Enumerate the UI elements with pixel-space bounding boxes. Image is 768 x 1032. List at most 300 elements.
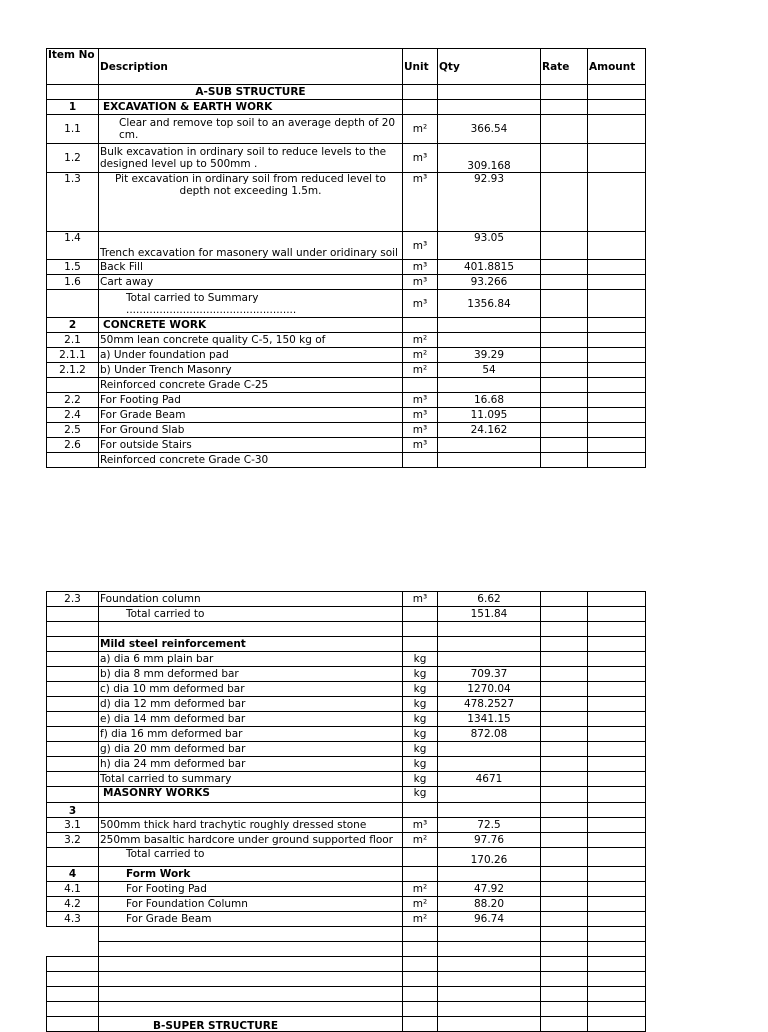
header-description: Description [99, 49, 403, 85]
description-cell: EXCAVATION & EARTH WORK [99, 100, 403, 115]
amount-cell [588, 348, 646, 363]
unit-cell: kg [403, 742, 438, 757]
unit-cell: m³ [403, 290, 438, 318]
item-no-cell [47, 378, 99, 393]
amount-cell [588, 622, 646, 637]
amount-cell [588, 378, 646, 393]
rate-cell [541, 897, 588, 912]
qty-cell [438, 742, 541, 757]
rate-cell [541, 393, 588, 408]
table-row [47, 290, 646, 318]
unit-cell: kg [403, 682, 438, 697]
description-cell: Trench excavation for masonery wall under oridinary soil [99, 232, 403, 260]
rate-cell [541, 144, 588, 173]
description-cell: a) dia 6 mm plain bar [99, 652, 403, 667]
description-cell: Clear and remove top soil to an average depth of 20 cm. [99, 115, 403, 144]
table-row [47, 592, 646, 607]
qty-cell [438, 787, 541, 803]
table-row [47, 438, 646, 453]
item-no-cell: 1.2 [47, 144, 99, 173]
item-no-cell [47, 697, 99, 712]
unit-cell: kg [403, 757, 438, 772]
table-row [47, 682, 646, 697]
amount-cell [588, 772, 646, 787]
rate-cell [541, 318, 588, 333]
qty-cell [438, 757, 541, 772]
description-cell: d) dia 12 mm deformed bar [99, 697, 403, 712]
table-row [47, 275, 646, 290]
unit-cell: m² [403, 348, 438, 363]
description-cell: e) dia 14 mm deformed bar [99, 712, 403, 727]
qty-cell: 170.26 [438, 848, 541, 867]
rate-cell [541, 453, 588, 468]
unit-cell: kg [403, 727, 438, 742]
item-no-cell: 2.5 [47, 423, 99, 438]
description-cell [99, 803, 403, 818]
qty-cell: 92.93 [438, 173, 541, 232]
item-no-cell: 1.5 [47, 260, 99, 275]
rate-cell [541, 712, 588, 727]
item-no-cell [47, 727, 99, 742]
qty-cell [438, 622, 541, 637]
unit-cell [403, 637, 438, 652]
rate-cell [541, 348, 588, 363]
rate-cell [541, 867, 588, 882]
qty-cell: 24.162 [438, 423, 541, 438]
item-no-cell: 4.1 [47, 882, 99, 897]
rate-cell [541, 115, 588, 144]
rate-cell [541, 363, 588, 378]
amount-cell [588, 712, 646, 727]
qty-cell: 1356.84 [438, 290, 541, 318]
rate-cell [541, 652, 588, 667]
item-no-cell: 4.3 [47, 912, 99, 927]
table-row [47, 260, 646, 275]
unit-cell: m³ [403, 408, 438, 423]
rate-cell [541, 622, 588, 637]
unit-cell: m² [403, 897, 438, 912]
amount-cell [588, 757, 646, 772]
table-row [47, 867, 646, 882]
table-row [47, 363, 646, 378]
rate-cell [541, 607, 588, 622]
amount-cell [588, 803, 646, 818]
amount-cell [588, 290, 646, 318]
description-cell: f) dia 16 mm deformed bar [99, 727, 403, 742]
table-row [47, 232, 646, 260]
table-row [47, 348, 646, 363]
amount-cell [588, 882, 646, 897]
item-no-cell [47, 682, 99, 697]
amount-cell [588, 848, 646, 867]
table-row [47, 882, 646, 897]
qty-cell: 16.68 [438, 393, 541, 408]
description-cell [99, 622, 403, 637]
table-row [47, 607, 646, 622]
rate-cell [541, 438, 588, 453]
rate-cell [541, 667, 588, 682]
qty-cell [438, 453, 541, 468]
table-row [47, 453, 646, 468]
qty-cell: 93.05 [438, 232, 541, 260]
item-no-cell: 3.2 [47, 833, 99, 848]
rate-cell [541, 882, 588, 897]
qty-cell [438, 803, 541, 818]
table-row [47, 100, 646, 115]
table-row [47, 115, 646, 144]
header-row [47, 49, 646, 85]
amount-cell [588, 787, 646, 803]
amount-cell [588, 818, 646, 833]
item-no-cell [47, 757, 99, 772]
item-no-cell: 1 [47, 100, 99, 115]
description-cell: Bulk excavation in ordinary soil to reduce levels to the designed level up to 500mm . [99, 144, 403, 173]
table-row [47, 144, 646, 173]
table-row [47, 622, 646, 637]
qty-cell: 72.5 [438, 818, 541, 833]
unit-cell: m³ [403, 275, 438, 290]
table-row [47, 85, 646, 100]
item-no-cell: 4 [47, 867, 99, 882]
qty-cell [438, 318, 541, 333]
table-row [47, 897, 646, 912]
unit-cell: m² [403, 833, 438, 848]
qty-cell [438, 438, 541, 453]
boq-sheet-1 [46, 48, 646, 468]
table-row [47, 318, 646, 333]
amount-cell [588, 275, 646, 290]
amount-cell [588, 833, 646, 848]
qty-cell: 366.54 [438, 115, 541, 144]
qty-cell [438, 333, 541, 348]
item-no-cell: 1.1 [47, 115, 99, 144]
table-row [47, 912, 646, 927]
rate-cell [541, 592, 588, 607]
amount-cell [588, 867, 646, 882]
item-no-cell [47, 290, 99, 318]
header-qty: Qty [438, 49, 541, 85]
rate-cell [541, 275, 588, 290]
rate-cell [541, 803, 588, 818]
unit-cell [403, 85, 438, 100]
boq-sheet-3 [46, 926, 646, 1032]
rate-cell [541, 682, 588, 697]
rate-cell [541, 637, 588, 652]
description-cell: 250mm basaltic hardcore under ground supported floor [99, 833, 403, 848]
item-no-cell: 3 [47, 803, 99, 818]
amount-cell [588, 682, 646, 697]
header-amount: Amount [588, 49, 646, 85]
table-row [47, 667, 646, 682]
rate-cell [541, 333, 588, 348]
item-no-cell: 2.1.1 [47, 348, 99, 363]
table-row [47, 942, 646, 957]
table-row [47, 848, 646, 867]
item-no-cell: 1.3 [47, 173, 99, 232]
qty-cell [438, 652, 541, 667]
table-row [47, 393, 646, 408]
unit-cell: kg [403, 787, 438, 803]
amount-cell [588, 912, 646, 927]
amount-cell [588, 144, 646, 173]
item-no-cell: 4.2 [47, 897, 99, 912]
item-no-cell: 3.1 [47, 818, 99, 833]
table-row [47, 742, 646, 757]
item-no-cell [47, 848, 99, 867]
amount-cell [588, 637, 646, 652]
qty-cell: 11.095 [438, 408, 541, 423]
table-row [47, 972, 646, 987]
rate-cell [541, 408, 588, 423]
unit-cell [403, 318, 438, 333]
rate-cell [541, 378, 588, 393]
amount-cell [588, 115, 646, 144]
qty-cell: 709.37 [438, 667, 541, 682]
table-row [47, 772, 646, 787]
description-cell: Total carried to [99, 607, 403, 622]
rate-cell [541, 697, 588, 712]
description-cell: MASONRY WORKS [99, 787, 403, 803]
table-row [47, 333, 646, 348]
amount-cell [588, 453, 646, 468]
header-unit: Unit [403, 49, 438, 85]
unit-cell: m³ [403, 393, 438, 408]
description-cell: Pit excavation in ordinary soil from reduced level to depth not exceeding 1.5m. [99, 173, 403, 232]
description-cell: c) dia 10 mm deformed bar [99, 682, 403, 697]
unit-cell [403, 378, 438, 393]
unit-cell: m² [403, 333, 438, 348]
unit-cell [403, 622, 438, 637]
rate-cell [541, 787, 588, 803]
amount-cell [588, 363, 646, 378]
unit-cell: kg [403, 772, 438, 787]
rate-cell [541, 173, 588, 232]
qty-cell: 1341.15 [438, 712, 541, 727]
item-no-cell [47, 667, 99, 682]
boq-sheet-2 [46, 591, 646, 927]
amount-cell [588, 742, 646, 757]
table-row [47, 757, 646, 772]
rate-cell [541, 85, 588, 100]
description-cell: A-SUB STRUCTURE [99, 85, 403, 100]
table-row [47, 833, 646, 848]
table-row [47, 1017, 646, 1032]
item-no-cell: 2.2 [47, 393, 99, 408]
amount-cell [588, 85, 646, 100]
amount-cell [588, 897, 646, 912]
item-no-cell [47, 742, 99, 757]
description-cell: For Grade Beam [99, 408, 403, 423]
description-cell: 50mm lean concrete quality C-5, 150 kg of [99, 333, 403, 348]
header-rate: Rate [541, 49, 588, 85]
description-cell: For Footing Pad [99, 882, 403, 897]
amount-cell [588, 697, 646, 712]
description-cell: Foundation column [99, 592, 403, 607]
boq-table-1 [46, 48, 646, 468]
description-cell: Back Fill [99, 260, 403, 275]
rate-cell [541, 757, 588, 772]
boq-table-3 [46, 926, 646, 1032]
rate-cell [541, 290, 588, 318]
item-no-cell: 2.6 [47, 438, 99, 453]
item-no-cell: 2.1 [47, 333, 99, 348]
qty-cell: 401.8815 [438, 260, 541, 275]
qty-cell [438, 867, 541, 882]
table-row [47, 652, 646, 667]
qty-cell [438, 85, 541, 100]
table-row [47, 423, 646, 438]
unit-cell: m² [403, 115, 438, 144]
item-no-cell [47, 637, 99, 652]
description-cell: Total carried to Summary ................................................... [99, 290, 403, 318]
item-no-cell [47, 772, 99, 787]
unit-cell: m³ [403, 232, 438, 260]
amount-cell [588, 592, 646, 607]
rate-cell [541, 742, 588, 757]
item-no-cell [47, 453, 99, 468]
unit-cell: m³ [403, 438, 438, 453]
description-cell: For Foundation Column [99, 897, 403, 912]
unit-cell [403, 848, 438, 867]
qty-cell: 47.92 [438, 882, 541, 897]
description-cell: a) Under foundation pad [99, 348, 403, 363]
table-row [47, 787, 646, 803]
table-row [47, 927, 646, 942]
table-row [47, 173, 646, 232]
description-cell: Reinforced concrete Grade C-25 [99, 378, 403, 393]
qty-cell: 309.168 [438, 144, 541, 173]
description-cell: Form Work [99, 867, 403, 882]
amount-cell [588, 607, 646, 622]
amount-cell [588, 393, 646, 408]
unit-cell: kg [403, 697, 438, 712]
table-row [47, 1002, 646, 1017]
unit-cell [403, 453, 438, 468]
section-title: B-SUPER STRUCTURE [99, 1017, 403, 1032]
amount-cell [588, 260, 646, 275]
rate-cell [541, 727, 588, 742]
qty-cell [438, 100, 541, 115]
description-cell: For Footing Pad [99, 393, 403, 408]
rate-cell [541, 232, 588, 260]
amount-cell [588, 423, 646, 438]
table-row [47, 697, 646, 712]
unit-cell: m³ [403, 260, 438, 275]
item-no-cell: 2 [47, 318, 99, 333]
qty-cell: 478.2527 [438, 697, 541, 712]
item-no-cell [47, 622, 99, 637]
header-item-no: Item No [47, 49, 99, 85]
unit-cell [403, 803, 438, 818]
amount-cell [588, 173, 646, 232]
table-row [47, 987, 646, 1002]
rate-cell [541, 912, 588, 927]
unit-cell: m² [403, 363, 438, 378]
description-cell: For Ground Slab [99, 423, 403, 438]
table-row [47, 803, 646, 818]
table-row [47, 712, 646, 727]
table-row [47, 727, 646, 742]
amount-cell [588, 333, 646, 348]
rate-cell [541, 818, 588, 833]
table-row [47, 408, 646, 423]
item-no-cell: 2.1.2 [47, 363, 99, 378]
item-no-cell: 2.3 [47, 592, 99, 607]
amount-cell [588, 438, 646, 453]
description-cell: Total carried to summary [99, 772, 403, 787]
unit-cell: kg [403, 667, 438, 682]
unit-cell: m² [403, 912, 438, 927]
item-no-cell [47, 652, 99, 667]
qty-cell: 97.76 [438, 833, 541, 848]
description-cell: For outside Stairs [99, 438, 403, 453]
qty-cell: 4671 [438, 772, 541, 787]
amount-cell [588, 667, 646, 682]
item-no-cell: 1.4 [47, 232, 99, 260]
table-row [47, 957, 646, 972]
qty-cell: 1270.04 [438, 682, 541, 697]
item-no-cell [47, 85, 99, 100]
qty-cell: 151.84 [438, 607, 541, 622]
unit-cell: kg [403, 652, 438, 667]
amount-cell [588, 408, 646, 423]
unit-cell [403, 867, 438, 882]
unit-cell: m³ [403, 144, 438, 173]
description-cell: Cart away [99, 275, 403, 290]
unit-cell: m³ [403, 818, 438, 833]
qty-cell: 54 [438, 363, 541, 378]
qty-cell [438, 637, 541, 652]
description-cell: h) dia 24 mm deformed bar [99, 757, 403, 772]
description-cell: b) Under Trench Masonry [99, 363, 403, 378]
amount-cell [588, 727, 646, 742]
amount-cell [588, 100, 646, 115]
unit-cell: m³ [403, 423, 438, 438]
qty-cell: 872.08 [438, 727, 541, 742]
rate-cell [541, 423, 588, 438]
description-cell: g) dia 20 mm deformed bar [99, 742, 403, 757]
qty-cell: 6.62 [438, 592, 541, 607]
rate-cell [541, 772, 588, 787]
unit-cell: m³ [403, 173, 438, 232]
qty-cell: 96.74 [438, 912, 541, 927]
item-no-cell [47, 787, 99, 803]
amount-cell [588, 652, 646, 667]
description-cell: 500mm thick hard trachytic roughly dressed stone [99, 818, 403, 833]
qty-cell: 93.266 [438, 275, 541, 290]
description-cell: Mild steel reinforcement [99, 637, 403, 652]
qty-cell: 39.29 [438, 348, 541, 363]
item-no-cell [47, 607, 99, 622]
item-no-cell: 1.6 [47, 275, 99, 290]
rate-cell [541, 100, 588, 115]
table-row [47, 818, 646, 833]
description-cell: Reinforced concrete Grade C-30 [99, 453, 403, 468]
unit-cell: m² [403, 882, 438, 897]
unit-cell [403, 100, 438, 115]
unit-cell [403, 607, 438, 622]
unit-cell: m³ [403, 592, 438, 607]
item-no-cell [47, 712, 99, 727]
unit-cell: kg [403, 712, 438, 727]
description-cell: Total carried to [99, 848, 403, 867]
rate-cell [541, 848, 588, 867]
qty-cell: 88.20 [438, 897, 541, 912]
amount-cell [588, 232, 646, 260]
amount-cell [588, 318, 646, 333]
rate-cell [541, 260, 588, 275]
qty-cell [438, 378, 541, 393]
